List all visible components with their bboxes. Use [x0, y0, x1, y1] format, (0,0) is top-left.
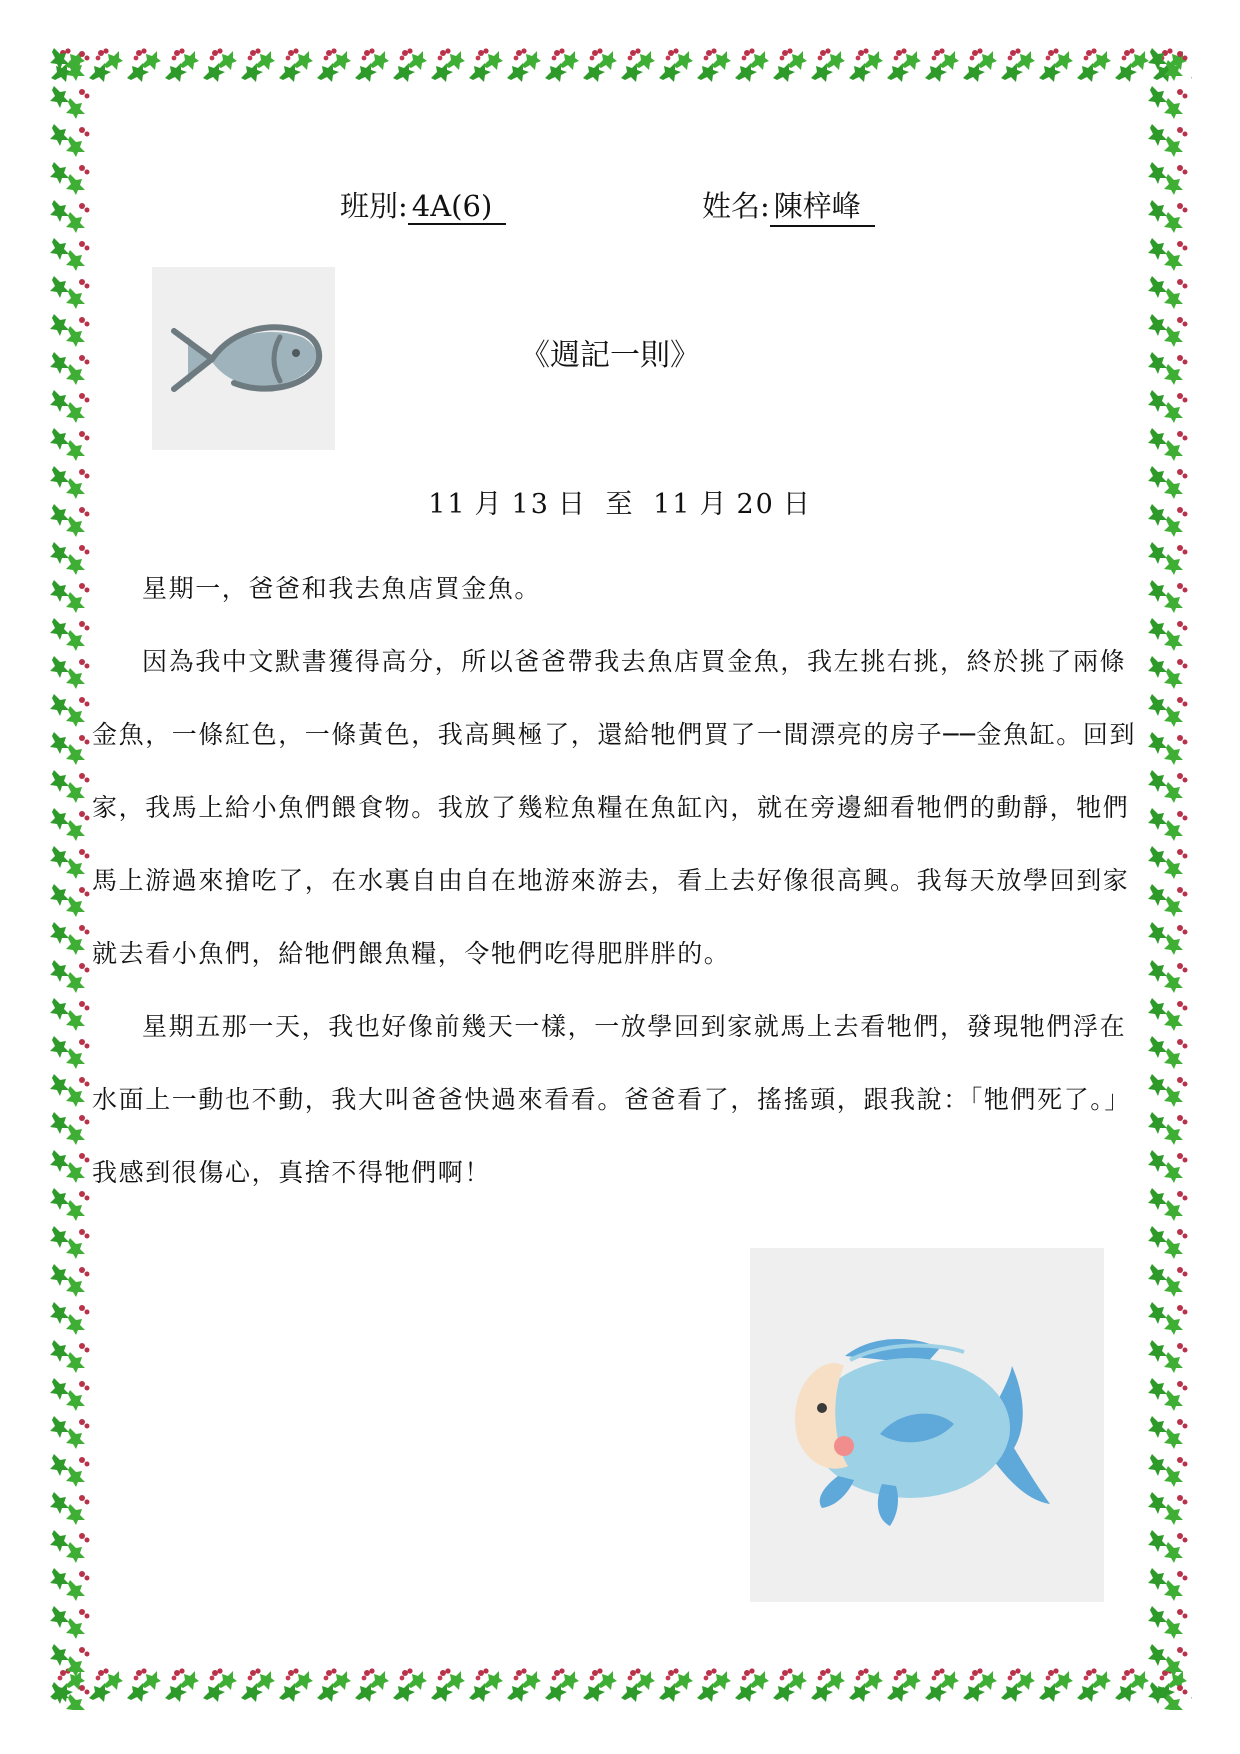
name-field [702, 184, 875, 227]
to-month: 11 [653, 489, 692, 520]
from-day: 13 [511, 489, 550, 520]
holly-border-right [1146, 44, 1192, 1710]
holly-border-left [48, 44, 94, 1710]
to-day: 20 [736, 489, 775, 520]
day-char-1: 日 [557, 489, 587, 520]
to-word: 至 [605, 489, 635, 520]
month-char-1: 月 [474, 489, 504, 520]
paragraph: 星期五那一天，我也好像前幾天一樣，一放學回到家就馬上去看牠們，發現牠們浮在水面上一動也不動，我大叫爸爸快過來看看。爸爸看了，搖搖頭，跟我說：「牠們死了。」我感到很傷心，真捨不得牠們啊！ [92, 1012, 1132, 1187]
paragraph: 星期一，爸爸和我去魚店買金魚。 [142, 574, 542, 603]
holly-border-bottom [48, 1664, 1192, 1710]
date-range [0, 482, 1240, 521]
fish-outline-icon [152, 267, 335, 450]
day-char-2: 日 [782, 489, 812, 520]
diary-body [92, 552, 1150, 1209]
name-label: 姓名: [702, 189, 770, 223]
name-value: 陳梓峰 [770, 184, 875, 227]
paragraph: 因為我中文默書獲得高分，所以爸爸帶我去魚店買金魚，我左挑右挑，終於挑了兩條金魚，一條紅色，一條黃色，我高興極了，還給牠們買了一間漂亮的房子──金魚缸。回到家，我馬上給小魚們餵食物。我放了幾粒魚糧在魚缸內，就在旁邊細看牠們的動靜，牠們馬上游過來搶吃了，在水裏自由自在地游來游去，看上去好像很高興。我每天放學回到家就去看小魚們，給牠們餵魚糧，令牠們吃得肥胖胖的。 [92, 647, 1137, 968]
class-field [340, 184, 506, 225]
fish-outline-icon-box [152, 267, 335, 450]
from-month: 11 [428, 489, 467, 520]
holly-border-top [48, 44, 1192, 90]
blue-fish-illustration-box [750, 1248, 1104, 1602]
month-char-2: 月 [699, 489, 729, 520]
student-info-line [0, 184, 1240, 224]
class-label: 班別: [340, 189, 408, 223]
class-value: 4A(6) [408, 189, 506, 225]
blue-fish-illustration [750, 1248, 1104, 1602]
page-title: 《週記一則》 [520, 338, 700, 373]
